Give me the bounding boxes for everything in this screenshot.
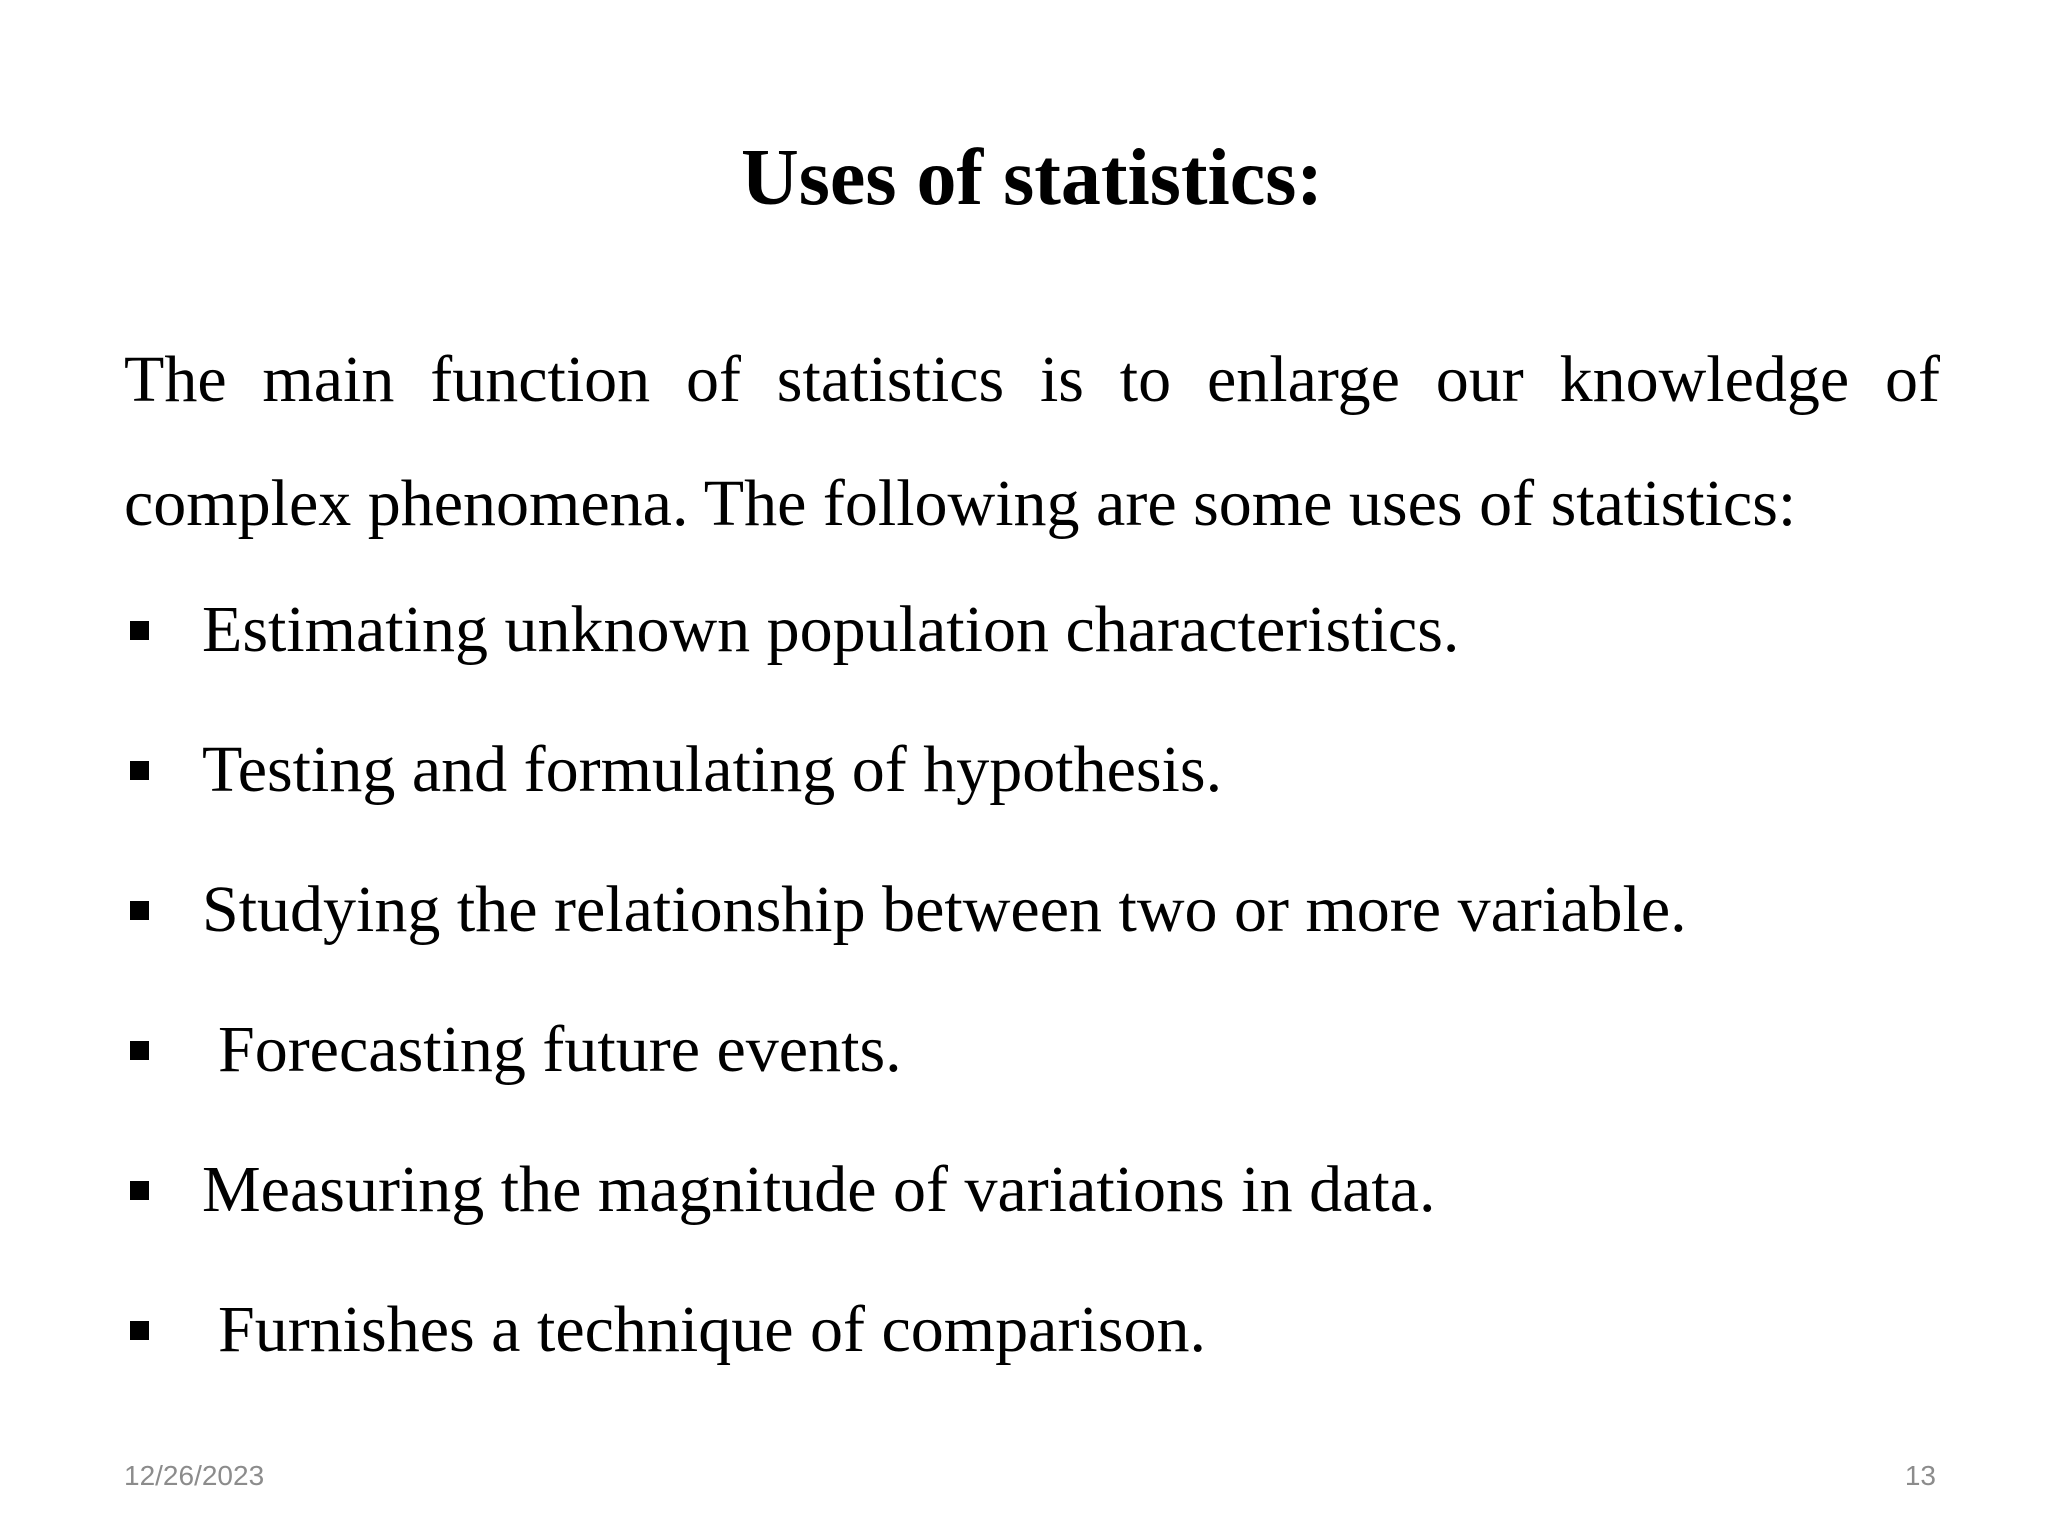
square-bullet-icon: [130, 901, 149, 920]
square-bullet-icon: [130, 621, 149, 640]
square-bullet-icon: [130, 1321, 149, 1340]
intro-line-1: The main function of statistics is to enlarge our knowledge of: [124, 343, 1940, 416]
footer-date: 12/26/2023: [124, 1460, 265, 1491]
bullet-text: Studying the relationship between two or more variable.: [202, 873, 1687, 946]
slide-number: 13: [1904, 1460, 1936, 1491]
square-bullet-icon: [130, 1181, 149, 1200]
square-bullet-icon: [130, 1041, 149, 1060]
intro-line-2: complex phenomena. The following are some uses of statistics:: [124, 467, 1797, 540]
slide-title: Uses of statistics:: [740, 134, 1324, 222]
bullet-text: Furnishes a technique of comparison.: [218, 1293, 1206, 1366]
square-bullet-icon: [130, 761, 149, 780]
bullet-text: Estimating unknown population characteristics.: [202, 593, 1460, 666]
bullet-text: Testing and formulating of hypothesis.: [202, 733, 1223, 806]
bullet-text: Measuring the magnitude of variations in data.: [202, 1153, 1436, 1226]
bullet-text: Forecasting future events.: [218, 1013, 902, 1086]
